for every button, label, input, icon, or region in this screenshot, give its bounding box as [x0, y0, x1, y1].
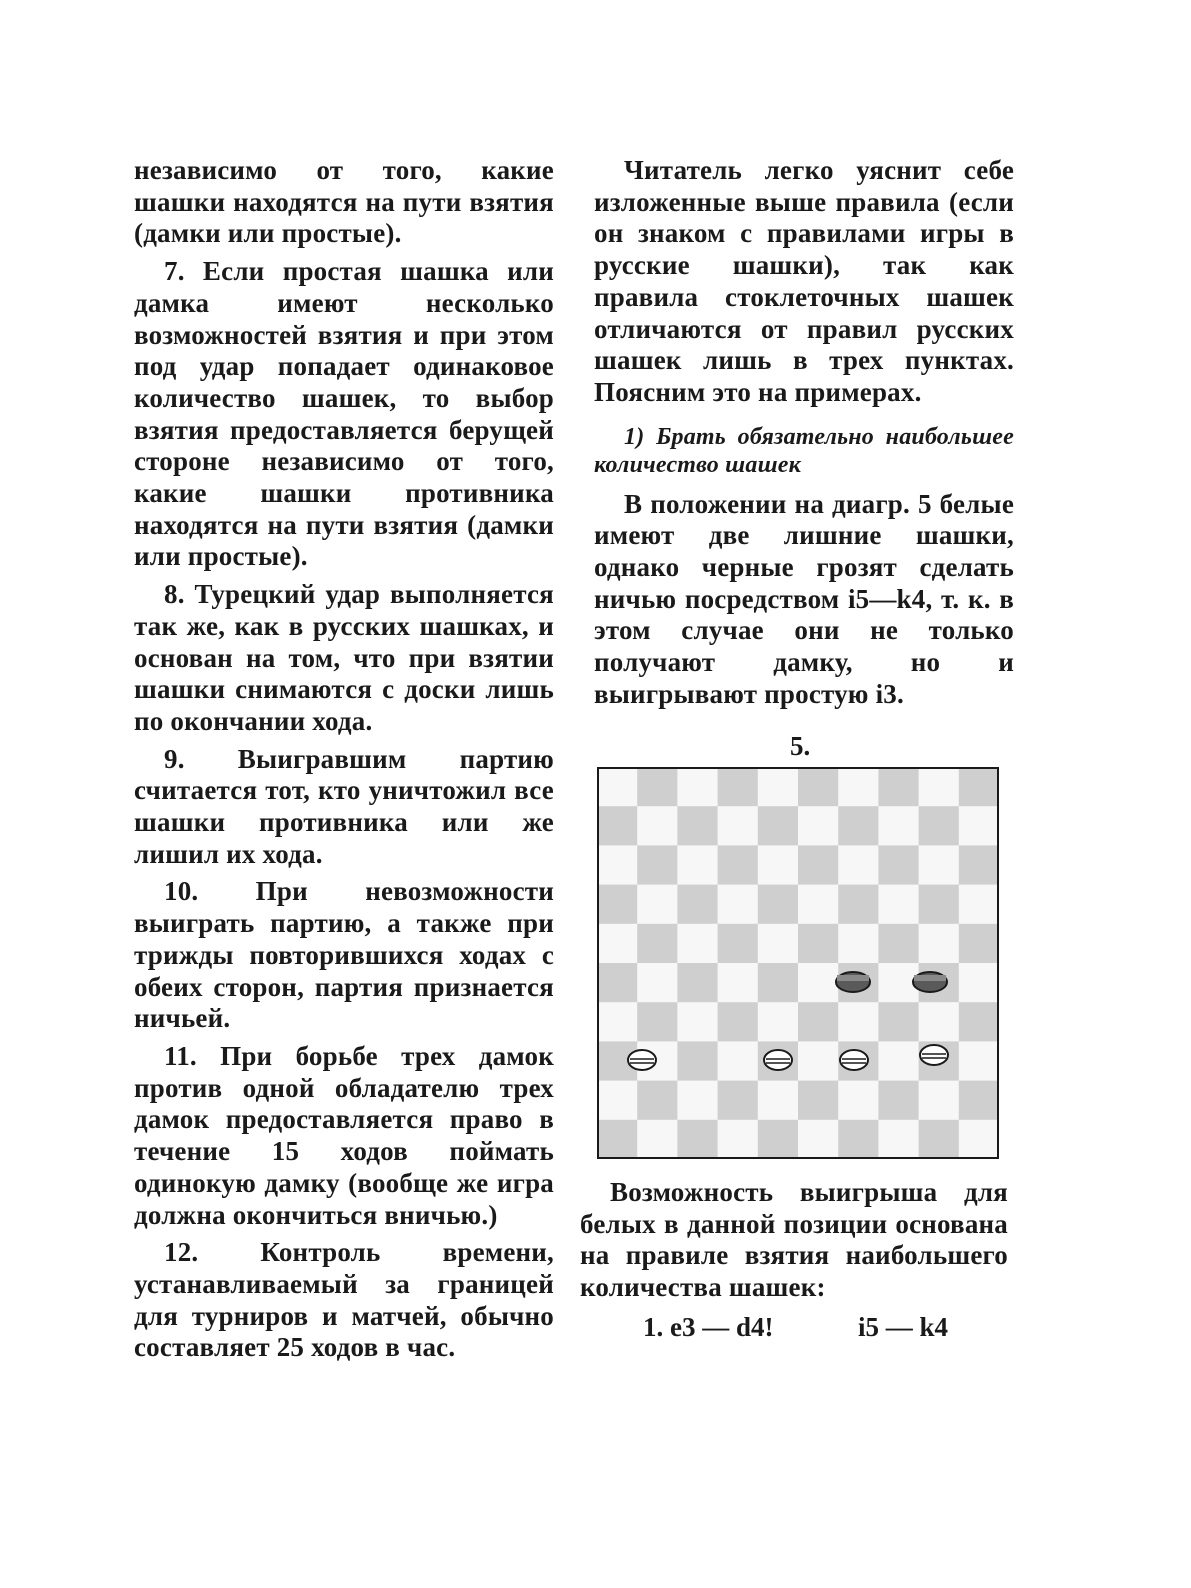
light-square [798, 1120, 839, 1159]
light-square [677, 1002, 718, 1042]
dark-square [718, 1002, 759, 1042]
position-paragraph: В положении на диагр. 5 белые имеют две лишние шашки, однако черные грозят сделать ничью посредством i5—k4, т. к. в этом случае они не только получают дамку, но и выигрывают простую i3. [594, 488, 1014, 709]
dark-square [959, 924, 999, 964]
white-piece [920, 1045, 948, 1065]
black-move: i5 — k4 [858, 1312, 949, 1342]
dark-square [677, 963, 718, 1003]
dark-square [597, 806, 638, 846]
light-square [637, 806, 678, 846]
dark-square [838, 1120, 879, 1159]
dark-square [959, 845, 999, 885]
light-square [838, 767, 879, 807]
dark-square [597, 1120, 638, 1159]
light-square [919, 767, 960, 807]
dark-square [677, 885, 718, 925]
dark-square [637, 845, 678, 885]
light-square [718, 806, 759, 846]
light-square [838, 924, 879, 964]
dark-square [758, 885, 799, 925]
light-square [878, 806, 919, 846]
light-square [919, 1002, 960, 1042]
rule-9: 9. Выигравшим партию считается тот, кто уничтожил все шашки противника или же лишил их хода. [134, 743, 554, 869]
rule-11: 11. При борьбе трех дамок против одной обладателю трех дамок предоставляется право в течение 15 ходов поймать одинокую дамку (вообще же игра должна окончиться вничью.) [134, 1040, 554, 1230]
white-piece [764, 1050, 792, 1070]
dark-square [637, 924, 678, 964]
light-square [878, 1041, 919, 1081]
light-square [798, 885, 839, 925]
light-square [677, 845, 718, 885]
light-square [919, 845, 960, 885]
diagram-number: 5. [790, 731, 811, 761]
dark-square [878, 845, 919, 885]
light-square [597, 924, 638, 964]
light-square [919, 924, 960, 964]
dark-square [838, 806, 879, 846]
left-column [134, 155, 554, 1370]
diagram-caption: Возможность выигрыша для белых в данной позиции основана на правиле взятия наибольшего количества шашек: [580, 1177, 1008, 1303]
light-square [959, 885, 999, 925]
light-square [798, 963, 839, 1003]
rule-10: 10. При невозможности выиграть партию, а также при трижды повторившихся ходах с обеих сторон, партия признается ничьей. [134, 876, 554, 1034]
intro-paragraph: Читатель легко уяснит себе изложенные выше правила (если он знаком с правилами игры в русские шашки), так как правила стоклеточных шашек отличаются от правил русских шашек лишь в трех пунктах. Поясним это на примерах. [594, 155, 1014, 407]
light-square [677, 1081, 718, 1121]
rule-7: 7. Если простая шашка или дамка имеют несколько возможностей взятия и при этом под удар попадает одинаковое количество шашек, то выбор взятия предоставляется берущей стороне независимо от того, какие шашки противника находятся на пути взятия (дамки или простые). [134, 256, 554, 572]
light-square [838, 1002, 879, 1042]
light-square [637, 1120, 678, 1159]
dark-square [637, 767, 678, 807]
light-square [718, 1041, 759, 1081]
dark-square [798, 767, 839, 807]
dark-square [959, 767, 999, 807]
light-square [677, 767, 718, 807]
dark-square [878, 924, 919, 964]
dark-square [677, 1120, 718, 1159]
light-square [878, 1120, 919, 1159]
right-column [594, 155, 1014, 717]
dark-square [919, 885, 960, 925]
checkers-diagram [597, 767, 999, 1159]
dark-square [718, 1081, 759, 1121]
light-square [597, 1081, 638, 1121]
light-square [959, 806, 999, 846]
paragraph-continuation: независимо от того, какие шашки находятся на пути взятия (дамки или простые). [134, 155, 554, 249]
light-square [798, 1041, 839, 1081]
dark-square [959, 1002, 999, 1042]
light-square [758, 1081, 799, 1121]
light-square [959, 963, 999, 1003]
checkers-board [597, 767, 999, 1159]
light-square [758, 924, 799, 964]
dark-square [798, 1002, 839, 1042]
dark-square [758, 1120, 799, 1159]
black-piece [913, 972, 947, 992]
light-square [959, 1120, 999, 1159]
dark-square [798, 924, 839, 964]
white-piece [628, 1050, 656, 1070]
dark-square [959, 1081, 999, 1121]
dark-square [597, 885, 638, 925]
dark-square [637, 1081, 678, 1121]
dark-square [758, 963, 799, 1003]
dark-square [798, 1081, 839, 1121]
rule-12: 12. Контроль времени, устанавливаемый за границей для турниров и матчей, обычно составляет 25 ходов в час. [134, 1237, 554, 1363]
light-square [637, 963, 678, 1003]
section-subheading: 1) Брать обязательно наибольшее количество шашек [594, 423, 1014, 478]
dark-square [677, 1041, 718, 1081]
light-square [838, 845, 879, 885]
light-square [597, 1002, 638, 1042]
rule-8: 8. Турецкий удар выполняется так же, как в русских шашках, и основан на том, что при взятии шашки снимаются с доски лишь по окончании хода. [134, 579, 554, 736]
light-square [798, 806, 839, 846]
light-square [677, 924, 718, 964]
dark-square [758, 806, 799, 846]
dark-square [718, 845, 759, 885]
light-square [919, 1081, 960, 1121]
dark-square [597, 963, 638, 1003]
dark-square [637, 1002, 678, 1042]
light-square [838, 1081, 879, 1121]
black-piece [836, 972, 870, 992]
dark-square [919, 806, 960, 846]
dark-square [677, 806, 718, 846]
light-square [758, 767, 799, 807]
dark-square [798, 845, 839, 885]
white-piece [840, 1050, 868, 1070]
dark-square [718, 924, 759, 964]
light-square [597, 845, 638, 885]
light-square [637, 885, 678, 925]
white-move: 1. e3 — d4! [643, 1312, 774, 1342]
light-square [718, 963, 759, 1003]
dark-square [878, 1081, 919, 1121]
dark-square [919, 1120, 960, 1159]
light-square [758, 1002, 799, 1042]
dark-square [718, 767, 759, 807]
light-square [597, 767, 638, 807]
light-square [758, 845, 799, 885]
caption-column [580, 1177, 1008, 1310]
light-square [959, 1041, 999, 1081]
light-square [878, 885, 919, 925]
dark-square [878, 767, 919, 807]
light-square [718, 885, 759, 925]
dark-square [838, 885, 879, 925]
light-square [718, 1120, 759, 1159]
dark-square [878, 1002, 919, 1042]
